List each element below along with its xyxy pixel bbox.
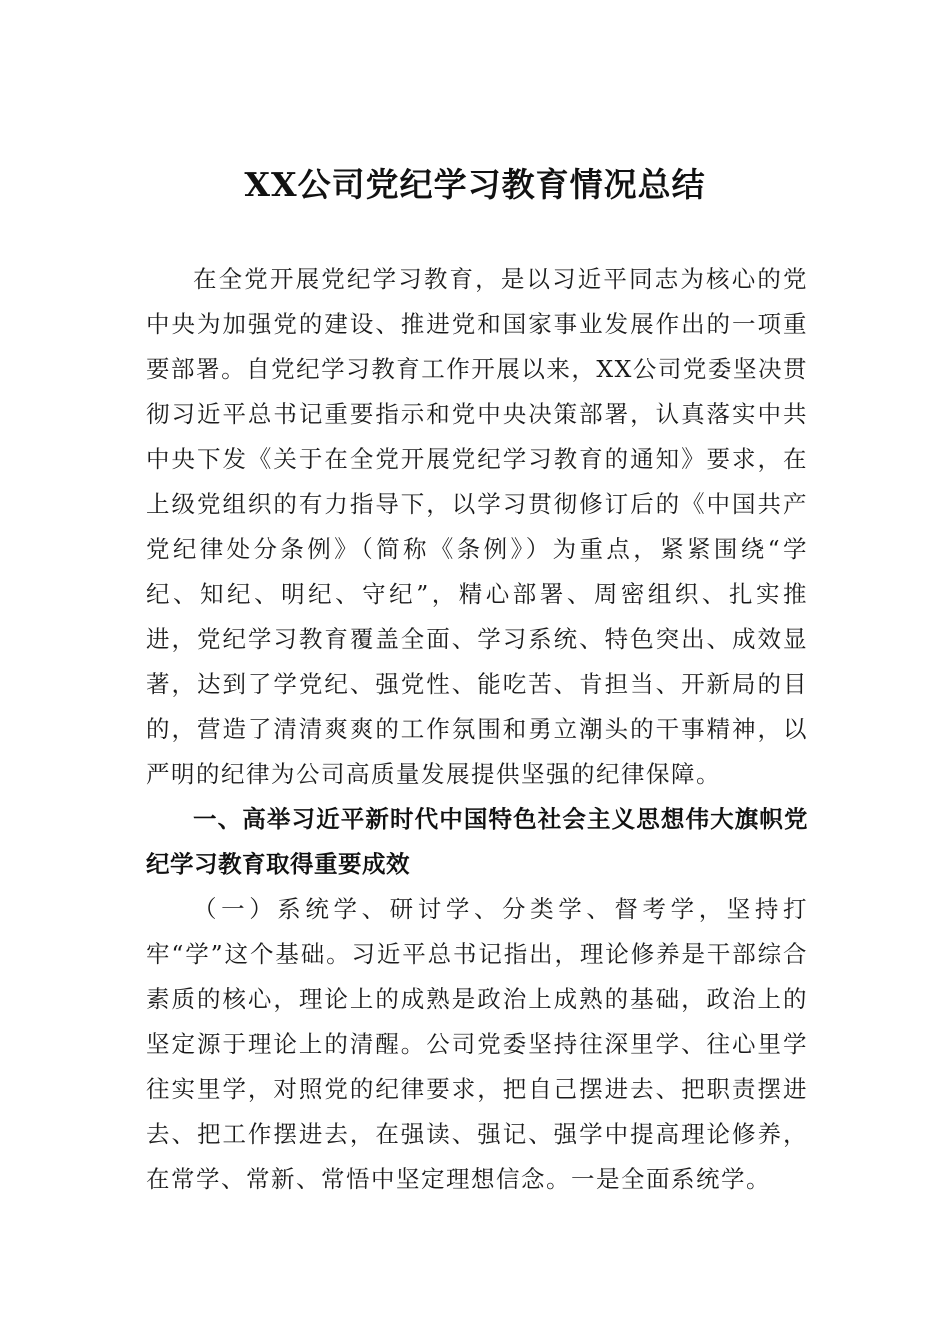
document-title: XX公司党纪学习教育情况总结 [244, 165, 706, 204]
subsection-paragraph: （一）系统学、研讨学、分类学、督考学，坚持打牢“学”这个基础。习近平总书记指出，理论修养是干部综合素质的核心，理论上的成熟是政治上成熟的基础，政治上的坚定源于理论上的清醒。公司党委坚持往深里学、往心里学往实里学，对照党的纪律要求，把自己摆进去、把职责摆进去、把工作摆进去，在强读、强记、强学中提高理论修养，在常学、常新、常悟中坚定理想信念。一是全面系统学。 [146, 895, 808, 1193]
intro-paragraph: 在全党开展党纪学习教育，是以习近平同志为核心的党中央为加强党的建设、推进党和国家事业发展作出的一项重要部署。自党纪学习教育工作开展以来，XX公司党委坚决贯彻习近平总书记重要指示和党中央决策部署，认真落实中共中央下发《关于在全党开展党纪学习教育的通知》要求，在上级党组织的有力指导下，以学习贯彻修订后的《中国共产党纪律处分条例》（简称《条例》）为重点，紧紧围绕“学纪、知纪、明纪、守纪”，精心部署、周密组织、扎实推进，党纪学习教育覆盖全面、学习系统、特色突出、成效显著，达到了学党纪、强党性、能吃苦、肯担当、开新局的目的，营造了清清爽爽的工作氛围和勇立潮头的干事精神，以严明的纪律为公司高质量发展提供坚强的纪律保障。 [146, 265, 808, 788]
section-heading: 一、高举习近平新时代中国特色社会主义思想伟大旗帜党纪学习教育取得重要成效 [146, 805, 808, 878]
